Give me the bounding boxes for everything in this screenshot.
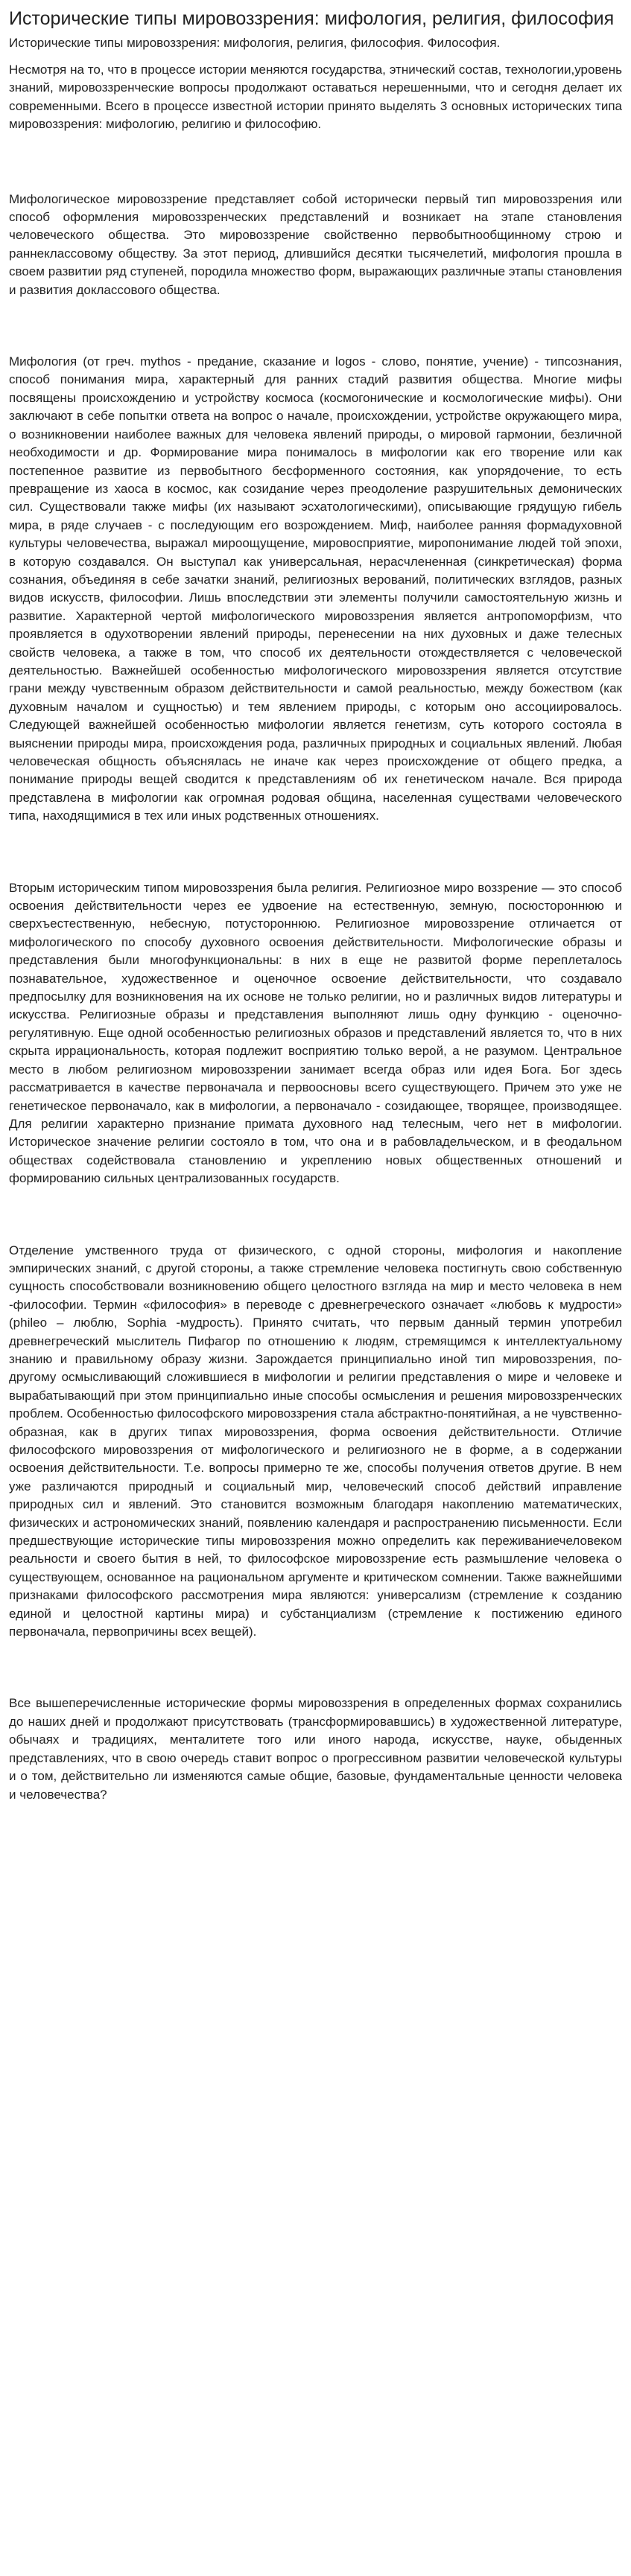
- page-subtitle: Исторические типы мировоззрения: мифология, религия, философия. Философия.: [9, 36, 501, 50]
- paragraph-mythology: Мифология (от греч. mythos - предание, сказание и logos - слово, понятие, учение) - типсознания, способ понимания мира, характерный для ранних стадий развития общества. Многие мифы посвящены происхождению и устройству космоса (космогонические и космологические мифы). Они заключают в себе попытки ответа на вопрос о начале, происхождении, устройстве окружающего мира, о возникновении наиболее важных для человека явлений природы, о мировой гармонии, безличной необходимости и др. Формирование мира понималось в мифологии как его творение или как постепенное развитие из первобытного бесформенного состояния, как упорядочение, то есть превращение из хаоса в космос, как созидание через преодоление разрушительных демонических сил. Существовали также мифы (их называют эсхатологическими), описывающие грядущую гибель мира, в ряде случаев - с последующим его возрождением. Миф, наиболее ранняя формадуховной культуры человечества, выражал мироощущение, мировосприятие, миропонимание людей той эпохи, в которую создавался. Он выступал как универсальная, нерасчлененная (синкретическая) форма сознания, объединяя в себе зачатки знаний, религиозных верований, политических взглядов, разных видов искусств, философии. Лишь впоследствии эти элементы получили самостоятельную жизнь и развитие. Характерной чертой мифологического мировоззрения является антропоморфизм, что проявляется в одухотворении явлений природы, перенесении на них духовных и даже телесных свойств человека, а также в том, что способ их деятельности отождествляется с человеческой деятельностью. Важнейшей особенностью мифологического мировоззрения является отсутствие грани между чувственным образом действительности и самой реальностью, между божеством (как духовным началом и сущностью) и тем явлением природы, с которым оно ассоциировалось. Следующей важнейшей особенностью мифологии является генетизм, суть которого состояла в выяснении природы мира, происхождения рода, различных природных и социальных явлений. Любая человеческая общность объяснялась не иначе как через происхождение от общего предка, а понимание природы вещей сводится к представлениям об их генетическом начале. Вся природа представлена в мифологии как огромная родовая община, населенная существами человеческого типа, находящимися в тех или иных родственных отношениях.: [9, 354, 622, 823]
- paragraph-conclusion: Все вышеперечисленные исторические формы мировоззрения в определенных формах сохранились до наших дней и продолжают присутствовать (трансформировавшись) в художественной литературе, обычаях и традициях, менталитете того или иного народа, искусстве, науке, обыденных представлениях, что в свою очередь ставит вопрос о прогрессивном развитии человеческой культуры и о том, действительно ли изменяются самые общие, базовые, фундаментальные ценности человека и человечества?: [9, 1696, 622, 1802]
- paragraph-religion: Вторым историческим типом мировоззрения была религия. Религиозное миро воззрение — это способ освоения действительности через ее удвоение на естественную, земную, посюстороннюю и сверхъестественную, небесную, потустороннюю. Религиозное мировоззрение отличается от мифологического по способу духовного освоения действительности. Мифологические образы и представления были многофункциональны: в них в еще не развитой форме переплеталось познавательное, художественное и оценочное освоение действительности, что создавало предпосылку для возникновения на их основе не только религии, но и различных видов литературы и искусства. Религиозные образы и представления выполняют лишь одну функцию - оценочно-регулятивную. Еще одной особенностью религиозных образов и представлений является то, что в них скрыта иррациональность, которая подлежит восприятию только верой, а не разумом. Центральное место в любом религиозном мировоззрении занимает всегда образ или идея Бога. Бог здесь рассматривается в качестве первоначала и первоосновы всего существующего. Причем это уже не генетическое первоначало, как в мифологии, а первоначало - созидающее, творящее, производящее. Для религии характерно признание примата духовного над телесным, чего нет в мифологии. Историческое значение религии состояло в том, что она и в рабовладельческом, и в феодальном обществах содействовала становлению и укреплению новых общественных отношений и формированию сильных централизованных государств.: [9, 880, 622, 1186]
- article-body: [9, 61, 622, 1804]
- paragraph-intro: Несмотря на то, что в процессе истории меняются государства, этнический состав, технологии,уровень знаний, мировоззренческие вопросы продолжают оставаться нерешенными, что и сегодня делает их современными. Всего в процессе известной истории принято выделять 3 основных исторических типа мировоззрения: мифологию, религию и философию.: [9, 63, 622, 132]
- paragraph-mythological-worldview: Мифологическое мировоззрение представляет собой исторически первый тип мировоззрения или способ оформления мировоззренческих представлений и возникает на этапе становления человеческого общества. Это мировоззрение свойственно первобытнообщинному строю и раннеклассовому обществу. За этот период, длившийся десятки тысячелетий, мифология прошла в своем развитии ряд ступеней, породила множество форм, выражающих различные этапы становления и развития доклассового общества.: [9, 191, 622, 297]
- page-title: Исторические типы мировоззрения: мифология, религия, философия: [9, 8, 615, 29]
- paragraph-philosophy: Отделение умственного труда от физического, с одной стороны, мифология и накопление эмпирических знаний, с другой стороны, а также стремление человека постигнуть свою собственную сущность способствовали возникновению общего целостного взгляда на мир и место человека в нем -философии. Термин «философия» в переводе с древнегреческого означает «любовь к мудрости» (phileo – люблю, Sophia -мудрость). Принято считать, что первым данный термин употребил древнегреческий мыслитель Пифагор по отношению к людям, стремящимся к интеллектуальному знанию и правильному образу жизни. Зарождается принципиально иной тип мировоззрения, по-другому осмысливающий сложившиеся в мифологии и религии представления о мире и человеке и вырабатывающий при этом принципиально иные способы осмысления и решения мировоззренческих проблем. Особенностью философского мировоззрения стала абстрактно-понятийная, а не чувственно-образная, как в других типах мировоззрения, форма освоения действительности. Отличие философского мировоззрения от мифологического и религиозного не в форме, а в содержании освоения действительности. Т.е. вопросы примерно те же, способы получения ответов другие. В нем уже различаются природный и социальный мир, человеческий способ действий иправление природных сил и явлений. Это становится возможным благодаря накоплению математических, физических и астрономических знаний, появлению календаря и распространению письменности. Если предшествующие исторические типы мировоззрения можно определить как переживаниечеловеком реальности и своего бытия в ней, то философское мировоззрение есть размышление человека о существующем, основанное на рациональном аргументе и критическом сомнении. Также важнейшими признаками философского рассмотрения мира являются: универсализм (стремление к созданию единой и целостной картины мира) и субстанциализм (стремление к постижению единого первоначала, первопричины всех вещей).: [9, 1243, 622, 1639]
